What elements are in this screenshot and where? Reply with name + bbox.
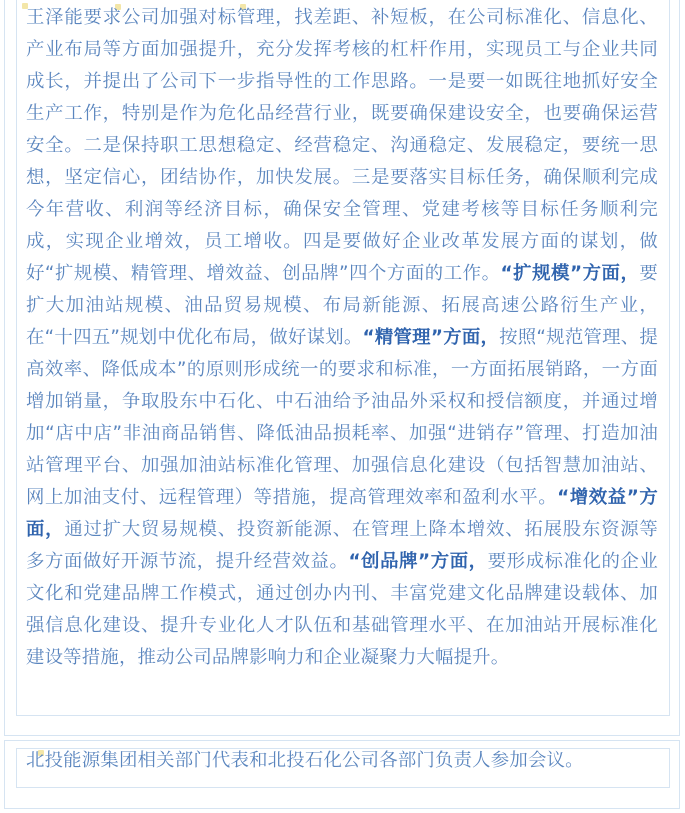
paragraph-text: 王泽能要求公司加强对标管理，找差距、补短板，在公司标准化、信息化、产业布局等方面加强提升，充分发挥考核的杠杆作用，实现员工与企业共同成长，并提出了公司下一步指导性的工作思路。一是要一如既往地抓好安全生产工作，特别是作为危化品经营行业，既要确保建设安全，也要确保运营安全。二是保持职工思想稳定、经营稳定、沟通稳定、发展稳定，要统一思想，坚定信心，团结协作，加快发展。三是要落实目标任务，确保顺利完成今年营收、利润等经济目标，确保安全管理、党建考核等目标任务顺利完成，实现企业增效，员工增收。四是要做好企业改革发展方面的谋划，做好“扩规模、精管理、增效益、创品牌”四个方面的工作。 [26,7,658,284]
paragraph-text: 按照“规范管理、提高效率、降低成本”的原则形成统一的要求和标准，一方面拓展销路，一方面增加销量，争取股东中石化、中石油给予油品外采权和授信额度，并通过增加“店中店”非油商品销售、降低油品损耗率、加强“进销存”管理、打造加油站管理平台、加强加油站标准化管理、加强信息化建设（包括智慧加油站、网上加油支付、远程管理）等措施，提高管理效率和盈利水平。 [26,327,659,508]
paragraph-text: 北投能源集团相关部门代表和北投石化公司各部门负责人参加会议。 [26,750,584,771]
paragraph-text: 要形成标准化的企业文化和党建品牌工作模式，通过创办内刊、丰富党建文化品牌建设载体、加强信息化建设、提升专业化人才队伍和基础管理水平、在加油站开展标准化建设等措施，推动公司品牌影响力和企业凝聚力大幅提升。 [26,551,658,668]
closing-paragraph [26,745,658,777]
increase-benefit-heading: “增效益”方面， [26,487,659,540]
paragraph-text: 要扩大加油站规模、油品贸易规模、布局新能源、拓展高速公路衍生产业，在“十四五”规划中优化布局，做好谋划。 [26,263,658,348]
create-brand-heading: “创品牌”方面， [348,551,488,572]
refined-management-heading: “精管理”方面， [362,327,500,348]
expand-scale-heading: “扩规模”方面， [500,263,640,284]
paragraph-text: 通过扩大贸易规模、投资新能源、在管理上降本增效、拓展股东资源等多方面做好开源节流，提升经营效益。 [26,519,658,572]
main-paragraph [26,2,658,674]
